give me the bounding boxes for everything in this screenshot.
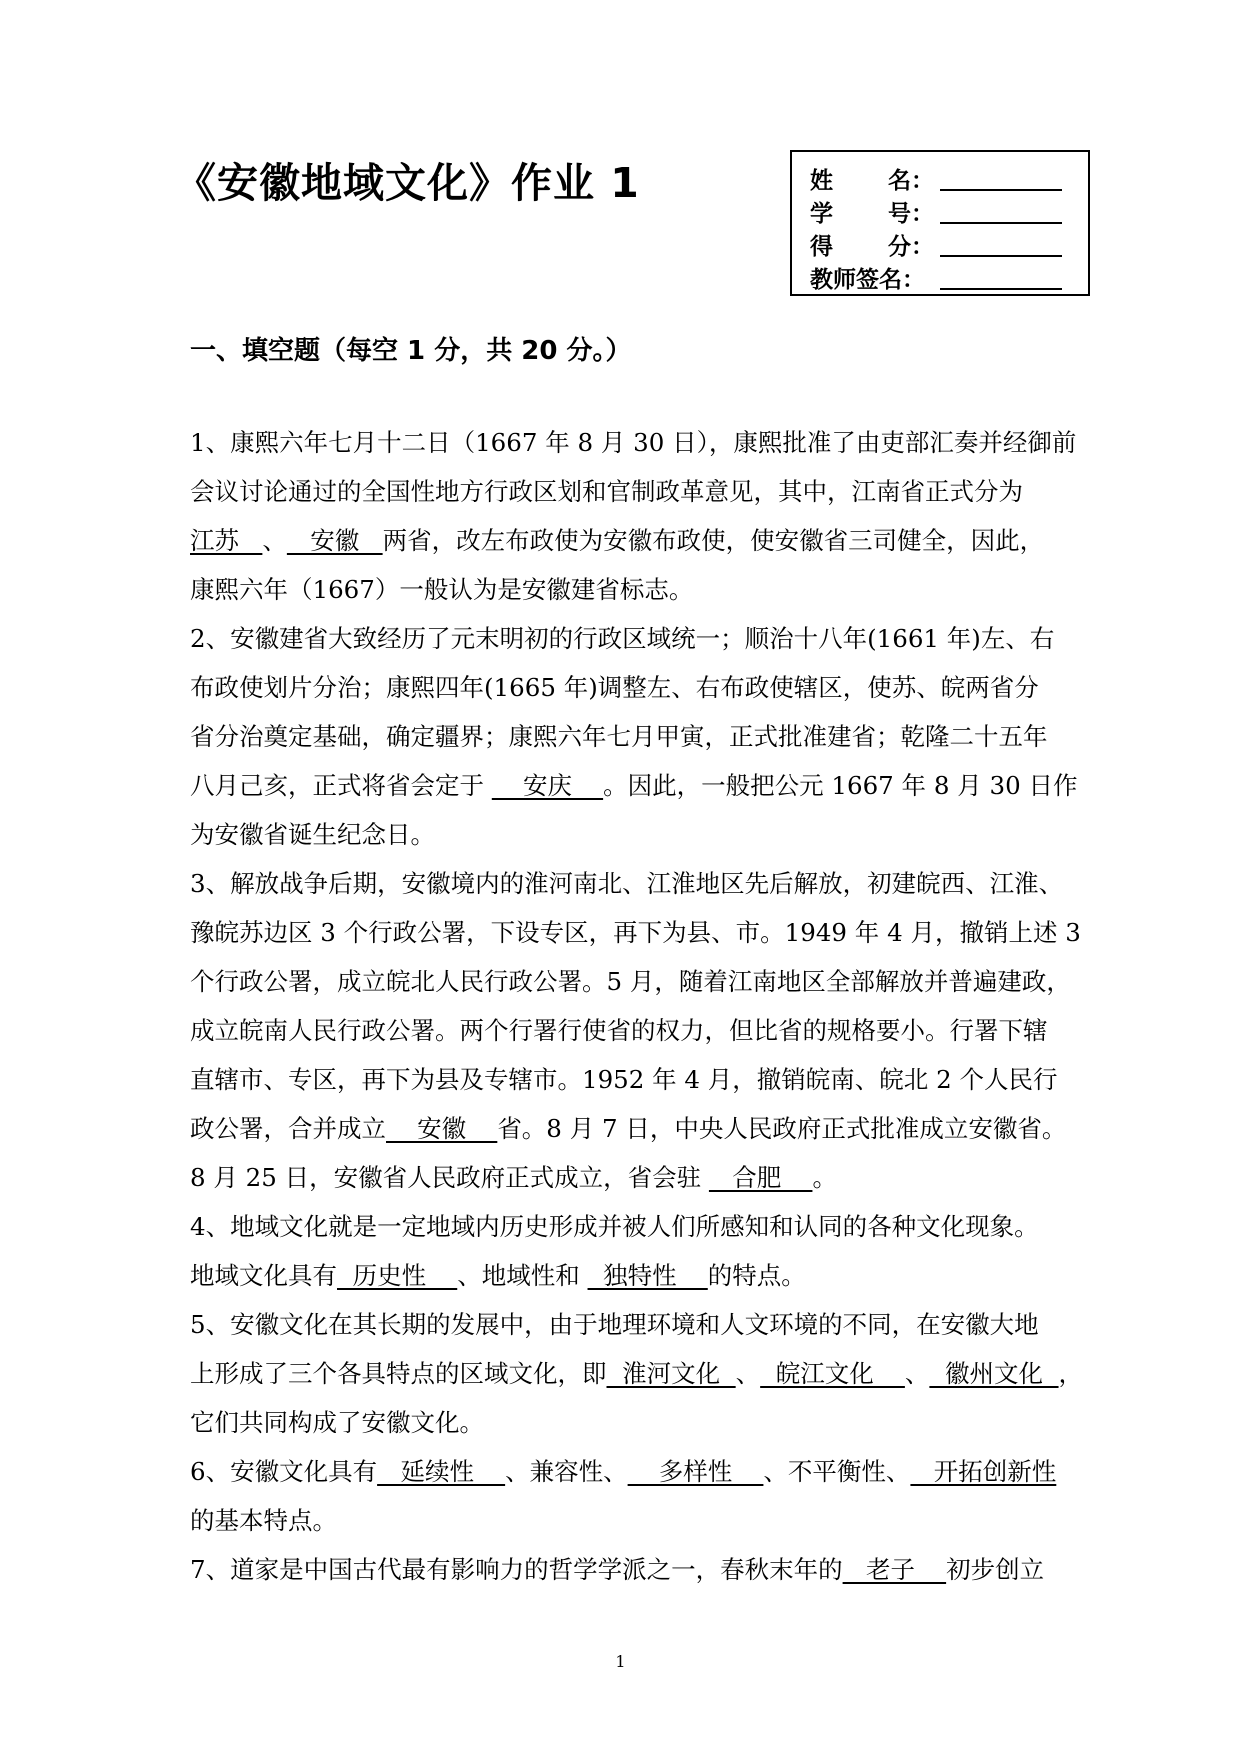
q2-line-1: 2、安徽建省大致经历了元末明初的行政区域统一；顺治十八年(1661 年)左、右 <box>190 624 1055 653</box>
q2-line-5: 为安徽省诞生纪念日。 <box>190 820 435 849</box>
answer-blank: 江苏 <box>190 526 263 555</box>
q2-line-3: 省分治奠定基础，确定疆界；康熙六年七月甲寅，正式批准建省；乾隆二十五年 <box>190 722 1048 751</box>
answer-blank: 安徽 <box>386 1114 498 1143</box>
info-label: 教师签名： <box>810 267 925 293</box>
answer-blank: 多样性 <box>627 1457 764 1486</box>
answer-blank: 老子 <box>842 1555 947 1584</box>
answer-blank: 安庆 <box>491 771 604 800</box>
info-row-teacher <box>810 261 1088 294</box>
answer-blank: 延续性 <box>377 1457 506 1486</box>
answer-blank: 皖江文化 <box>760 1359 905 1388</box>
q5-line-2: 上形成了三个各具特点的区域文化，即 淮河文化 、 皖江文化 、 徽州文化 ， <box>190 1359 1084 1388</box>
answer-blank: 开拓创新性 <box>910 1457 1057 1486</box>
q1-line-2: 会议讨论通过的全国性地方行政区划和官制政革意见，其中，江南省正式分为 <box>190 477 1023 506</box>
info-row-name <box>810 162 1088 195</box>
q3-line-5: 直辖市、专区，再下为县及专辖市。1952 年 4 月，撤销皖南、皖北 2 个人民行 <box>190 1065 1058 1094</box>
q3-line-1: 3、解放战争后期，安徽境内的淮河南北、江淮地区先后解放，初建皖西、江淮、 <box>190 869 1064 898</box>
student-info-box <box>790 150 1090 296</box>
info-label: 姓 名： <box>810 168 934 194</box>
name-blank[interactable] <box>940 165 1062 191</box>
q2-line-2: 布政使划片分治；康熙四年(1665 年)调整左、右布政使辖区，使苏、皖两省分 <box>190 673 1039 702</box>
page-number: 1 <box>615 1652 626 1671</box>
document-title: 《安徽地域文化》作业 1 <box>175 159 640 207</box>
id-blank[interactable] <box>940 198 1062 224</box>
info-row-score <box>810 228 1088 261</box>
answer-blank: 独特性 <box>587 1261 708 1290</box>
answer-blank: 合肥 <box>708 1163 813 1192</box>
q1-line-3: 江苏 、 安徽 两省，改左布政使为安徽布政使，使安徽省三司健全，因此， <box>190 526 1045 555</box>
q6-line-2: 的基本特点。 <box>190 1506 337 1535</box>
q5-line-3: 它们共同构成了安徽文化。 <box>190 1408 484 1437</box>
q1-line-1: 1、康熙六年七月十二日（1667 年 8 月 30 日），康熙批准了由吏部汇奏并经御前 <box>190 428 1077 457</box>
q7-line-1: 7、道家是中国古代最有影响力的哲学学派之一，春秋末年的 老子 初步创立 <box>190 1555 1045 1584</box>
q3-line-4: 成立皖南人民行政公署。两个行署行使省的权力，但比省的规格要小。行署下辖 <box>190 1016 1048 1045</box>
info-label: 得 分： <box>810 234 934 260</box>
answer-blank: 徽州文化 <box>929 1359 1059 1388</box>
info-label: 学 号： <box>810 201 934 227</box>
question-body <box>190 418 1084 1594</box>
q2-line-4: 八月己亥，正式将省会定于 安庆 。因此，一般把公元 1667 年 8 月 30 日作 <box>190 771 1078 800</box>
q1-line-4: 康熙六年（1667）一般认为是安徽建省标志。 <box>190 575 694 604</box>
score-blank[interactable] <box>940 231 1062 257</box>
answer-blank: 历史性 <box>337 1261 458 1290</box>
q3-line-6: 政公署，合并成立 安徽 省。8 月 7 日，中央人民政府正式批准成立安徽省。 <box>190 1114 1067 1143</box>
info-row-id <box>810 195 1088 228</box>
section-title: 一、填空题（每空 1 分，共 20 分。） <box>190 336 632 366</box>
q6-line-1: 6、安徽文化具有 延续性 、兼容性、 多样性 、不平衡性、 开拓创新性 <box>190 1457 1057 1486</box>
q4-line-1: 4、地域文化就是一定地域内历史形成并被人们所感知和认同的各种文化现象。 <box>190 1212 1039 1241</box>
teacher-signature-blank[interactable] <box>940 264 1062 290</box>
answer-blank: 安徽 <box>286 526 383 555</box>
q5-line-1: 5、安徽文化在其长期的发展中，由于地理环境和人文环境的不同，在安徽大地 <box>190 1310 1039 1339</box>
q3-line-7: 8 月 25 日，安徽省人民政府正式成立，省会驻 合肥 。 <box>190 1163 837 1192</box>
q3-line-2: 豫皖苏边区 3 个行政公署，下设专区，再下为县、市。1949 年 4 月，撤销上述 3 <box>190 918 1081 947</box>
q3-line-3: 个行政公署，成立皖北人民行政公署。5 月，随着江南地区全部解放并普遍建政， <box>190 967 1071 996</box>
answer-blank: 淮河文化 <box>606 1359 736 1388</box>
q4-line-2: 地域文化具有 历史性 、地域性和 独特性 的特点。 <box>190 1261 806 1290</box>
